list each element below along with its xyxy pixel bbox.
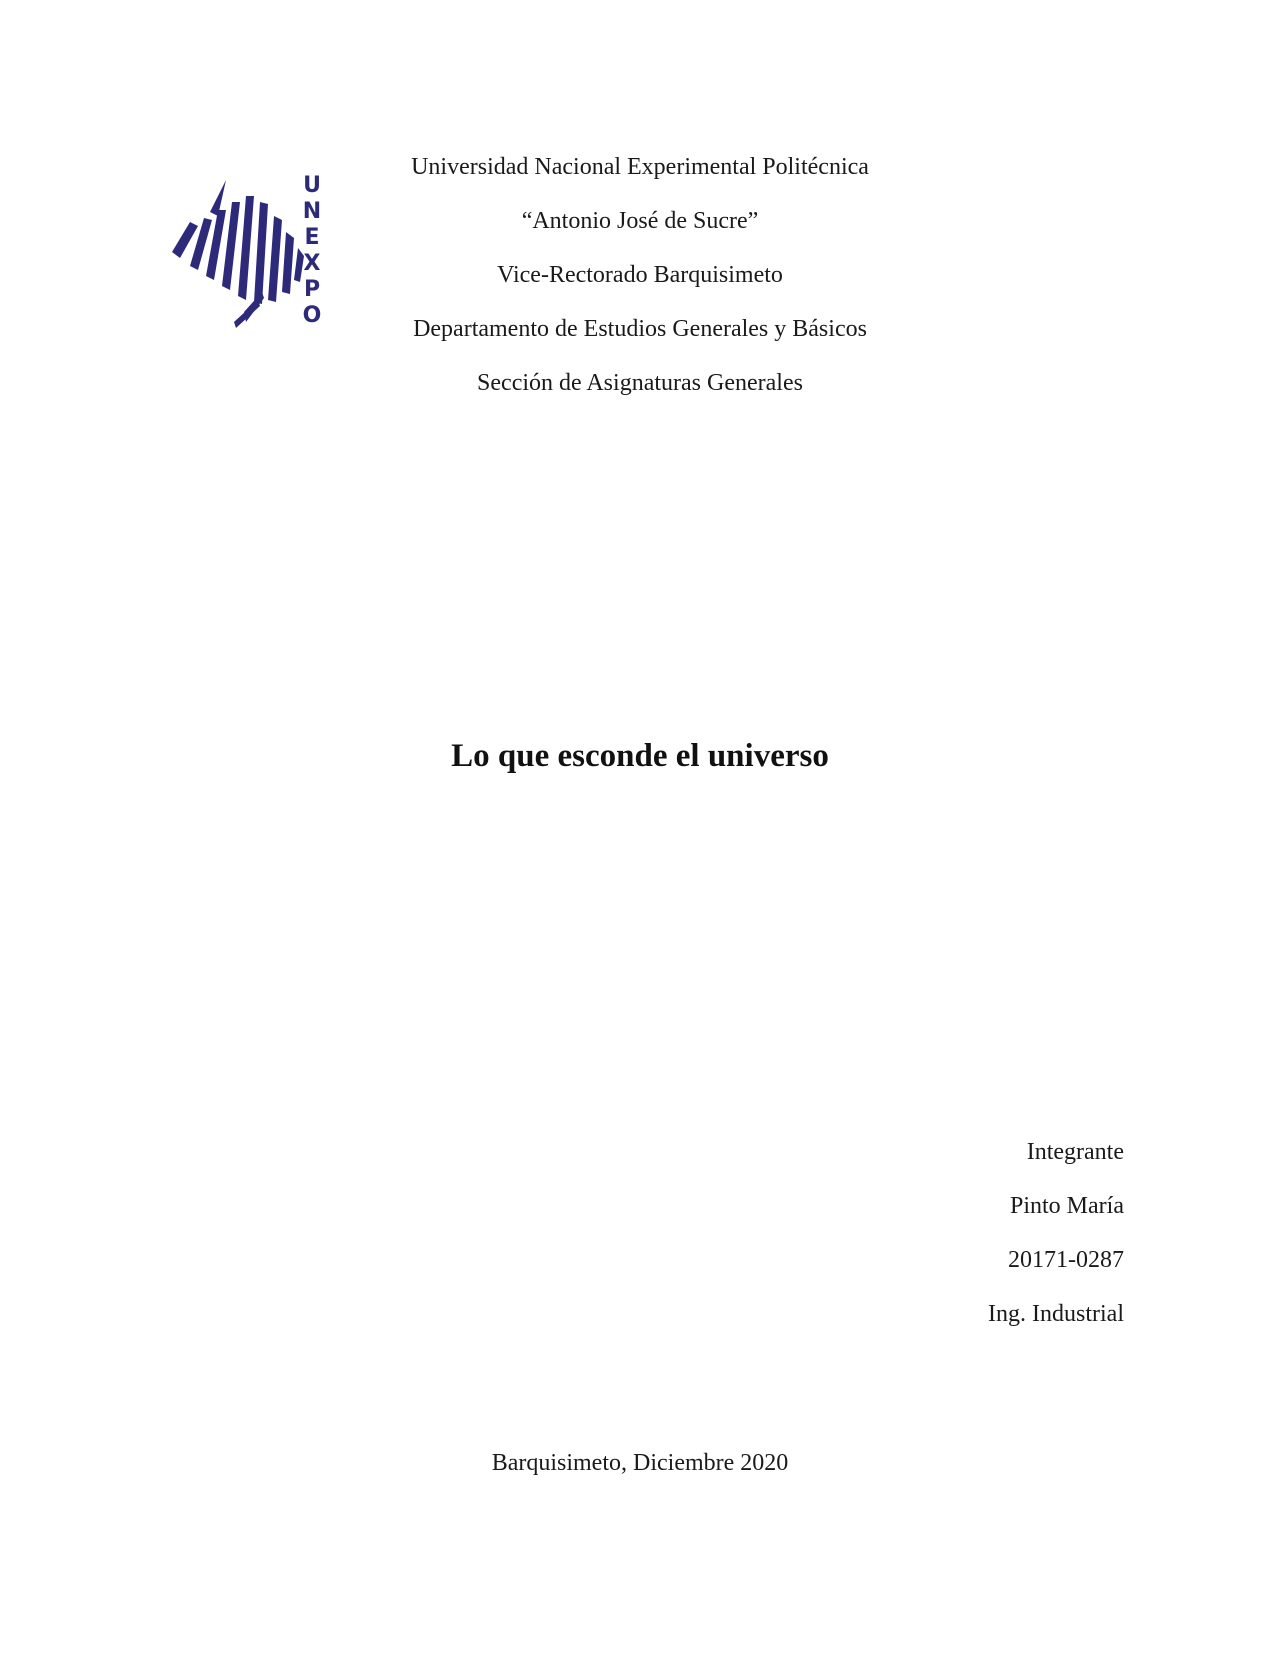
logo-letter: O — [302, 303, 322, 328]
place-date: Barquisimeto, Diciembre 2020 — [491, 1450, 789, 1476]
logo-letter: P — [303, 277, 321, 302]
university-name: Universidad Nacional Experimental Politécnica — [411, 154, 869, 180]
member-label: Integrante — [1026, 1139, 1124, 1165]
section: Sección de Asignaturas Generales — [477, 370, 803, 396]
member-id: 20171-0287 — [1008, 1247, 1124, 1273]
university-namesake: “Antonio José de Sucre” — [521, 208, 759, 234]
logo-letter: E — [304, 225, 320, 250]
unexpo-logo — [162, 172, 352, 342]
logo-letter: N — [302, 199, 322, 224]
department: Departamento de Estudios Generales y Básicos — [413, 316, 867, 342]
logo-letter: U — [303, 173, 321, 198]
logo-letter: X — [303, 251, 321, 276]
member-info — [988, 1125, 1124, 1341]
logo-letters — [303, 173, 322, 328]
member-name: Pinto María — [1010, 1193, 1124, 1219]
logo-stripes — [172, 180, 304, 328]
document-title: Lo que esconde el universo — [451, 738, 829, 774]
institution-header — [330, 140, 950, 410]
member-career: Ing. Industrial — [988, 1301, 1124, 1327]
vice-rectorate: Vice-Rectorado Barquisimeto — [497, 262, 783, 288]
